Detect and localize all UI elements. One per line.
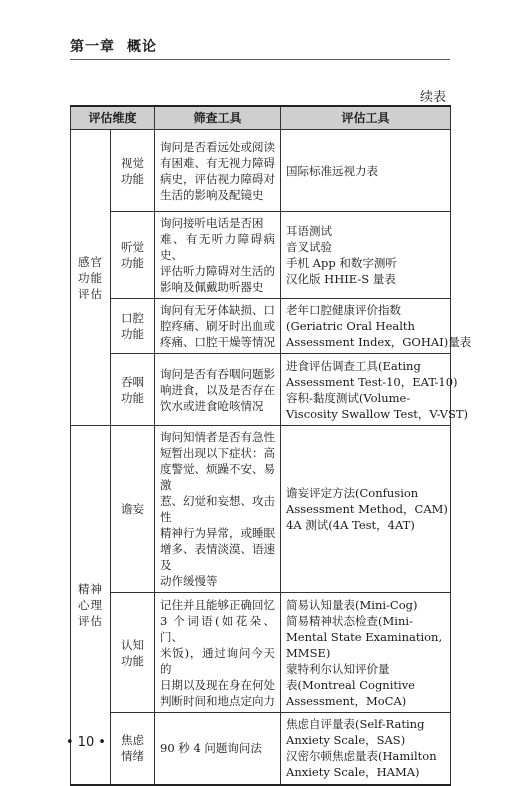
text-line: 简易精神状态检查(Mini-: [286, 613, 413, 628]
text-line: 询问接听电话是否困: [160, 216, 264, 230]
text-line: 汉化版 HHIE-S 量表: [286, 272, 396, 286]
text-line: 腔疼痛、刷牙时出血或: [160, 319, 276, 333]
column-header-screening: 筛查工具: [155, 106, 281, 130]
text-line: 饮水或进食呛咳情况: [160, 398, 264, 413]
category-cell: [71, 130, 111, 426]
text-line: 心理: [78, 597, 103, 612]
text-line: 功能: [121, 327, 144, 341]
page-footer: [66, 735, 106, 750]
text-line: MMSE): [286, 645, 331, 660]
text-line: 简易认知量表(Mini-Cog): [286, 597, 418, 612]
text-line: 判断时间和地点定向力: [160, 693, 276, 708]
subcategory-cell: [111, 299, 155, 354]
text-line: 蒙特利尔认知评价量: [286, 661, 390, 676]
chapter-title: 概论: [127, 39, 157, 55]
continued-label: 续表: [419, 90, 446, 105]
footer-dot-right: •: [98, 735, 106, 750]
text-line: 手机 App 和数字测听: [286, 256, 397, 270]
text-line: 90 秒 4 问题询问法: [160, 741, 262, 756]
text-line: 谵妄评定方法(Confusion: [286, 486, 419, 500]
text-line: 生活的影响及配镜史: [160, 187, 264, 202]
text-line: Viscosity Swallow Test，V-VST): [286, 406, 469, 421]
text-line: 米饭)，通过询问今天的: [160, 645, 276, 676]
text-line: 增多、表情淡漠、语速及: [160, 542, 276, 572]
text-line: 惹、幻觉和妄想、攻击性: [160, 494, 276, 524]
text-line: 谵妄: [121, 502, 144, 516]
text-line: 询问有无牙体缺损、口: [160, 303, 276, 317]
text-line: 进食评估调查工具(Eating: [286, 358, 421, 373]
table-row: [71, 130, 451, 212]
text-line: 国际标准远视力表: [286, 163, 379, 178]
text-line: 短暂出现以下症状：高: [160, 446, 276, 460]
text-line: 响进食，以及是否存在: [160, 382, 276, 397]
text-line: 视觉: [121, 155, 144, 170]
text-line: 询问是否有吞咽问题影: [160, 366, 276, 381]
assessment-tool-cell: [281, 299, 472, 354]
screening-tool-cell: [155, 299, 281, 354]
text-line: 焦虑: [121, 733, 144, 748]
text-line: 汉密尔顿焦虑量表(Hamilton: [286, 749, 437, 764]
text-line: 评估: [78, 286, 103, 301]
text-line: Anxiety Scale，SAS): [286, 733, 406, 748]
screening-tool-cell: [155, 212, 281, 299]
text-line: Assessment Method，CAM): [286, 502, 448, 516]
text-line: 功能: [121, 256, 144, 270]
text-line: 疼痛、口腔干燥等情况: [160, 335, 276, 349]
assessment-tool-cell: [281, 593, 451, 713]
assessment-tool-cell: [281, 130, 451, 212]
text-line: 听觉: [121, 240, 144, 254]
text-line: 认知: [121, 637, 144, 652]
text-line: 功能: [78, 270, 103, 285]
screening-tool-cell: [155, 426, 281, 593]
column-header-assessment: 评估工具: [281, 106, 451, 130]
subcategory-cell: [111, 354, 155, 426]
text-line: Assessment，MoCA): [286, 693, 407, 708]
text-line: 3 个词语(如花朵、门、: [160, 613, 276, 644]
table-row: [71, 299, 451, 354]
text-line: 老年口腔健康评价指数: [286, 303, 402, 317]
assessment-tool-cell: [281, 212, 451, 299]
assessment-table: [70, 105, 472, 786]
subcategory-cell: [111, 212, 155, 299]
page-number: 10: [77, 735, 95, 750]
footer-dot-left: •: [66, 735, 74, 750]
assessment-tool-cell: [281, 713, 451, 785]
text-line: 动作缓慢等: [160, 574, 218, 588]
text-line: 影响及佩戴助听器史: [160, 280, 264, 294]
category-cell: [71, 426, 111, 785]
table-row: [71, 354, 451, 426]
subcategory-cell: [111, 593, 155, 713]
text-line: 评估听力障碍对生活的: [160, 264, 276, 278]
text-line: 耳语测试: [286, 224, 333, 238]
text-line: 有困难、有无视力障碍: [160, 155, 276, 170]
text-line: 4A 测试(4A Test，4AT): [286, 518, 415, 532]
text-line: 难、有无听力障碍病史、: [160, 232, 276, 262]
text-line: 记住并且能够正确回忆: [160, 597, 276, 612]
text-line: 表(Montreal Cognitive: [286, 677, 415, 692]
table-row: [71, 426, 451, 593]
table-row: [71, 593, 451, 713]
text-line: 情绪: [121, 749, 144, 764]
column-header-dimension: 评估维度: [71, 106, 155, 130]
text-line: (Geriatric Oral Health: [286, 319, 415, 333]
text-line: 吞咽: [121, 374, 144, 389]
table-row: [71, 713, 451, 785]
text-line: 询问知情者是否有急性: [160, 430, 276, 444]
screening-tool-cell: [155, 130, 281, 212]
text-line: 功能: [121, 653, 144, 668]
screening-tool-cell: [155, 354, 281, 426]
running-header: [70, 36, 450, 60]
text-line: 精神行为异常，或睡眠: [160, 526, 276, 540]
table-body: [71, 130, 472, 785]
text-line: 焦虑自评量表(Self-Rating: [286, 717, 425, 732]
text-line: 度警觉、烦躁不安、易激: [160, 462, 276, 492]
text-line: 感官: [78, 254, 103, 269]
table-header-row: [71, 106, 451, 130]
text-line: 容积-黏度测试(Volume-: [286, 390, 411, 405]
screening-tool-cell: [155, 713, 281, 785]
text-line: 评估: [78, 613, 103, 628]
text-line: 音叉试验: [286, 240, 333, 254]
text-line: 病史，评估视力障碍对: [160, 171, 276, 186]
text-line: Anxiety Scale，HAMA): [286, 765, 420, 780]
text-line: Assessment Test-10，EAT-10): [286, 374, 458, 389]
chapter-number: 第一章: [70, 39, 115, 55]
text-line: 功能: [121, 171, 144, 186]
screening-tool-cell: [155, 593, 281, 713]
text-line: Mental State Examination,: [286, 629, 443, 644]
table-row: [71, 212, 451, 299]
assessment-tool-cell: [281, 426, 451, 593]
assessment-tool-cell: [281, 354, 469, 426]
chapter-heading: [70, 36, 169, 56]
text-line: 精神: [78, 581, 103, 596]
text-line: Assessment Index，GOHAI)量表: [286, 335, 472, 349]
text-line: 询问是否看远处或阅读: [160, 139, 276, 154]
text-line: 功能: [121, 390, 144, 405]
text-line: 日期以及现在身在何处: [160, 677, 276, 692]
subcategory-cell: [111, 426, 155, 593]
subcategory-cell: [111, 130, 155, 212]
text-line: 口腔: [121, 311, 144, 325]
subcategory-cell: [111, 713, 155, 785]
header-rule: [70, 59, 450, 60]
